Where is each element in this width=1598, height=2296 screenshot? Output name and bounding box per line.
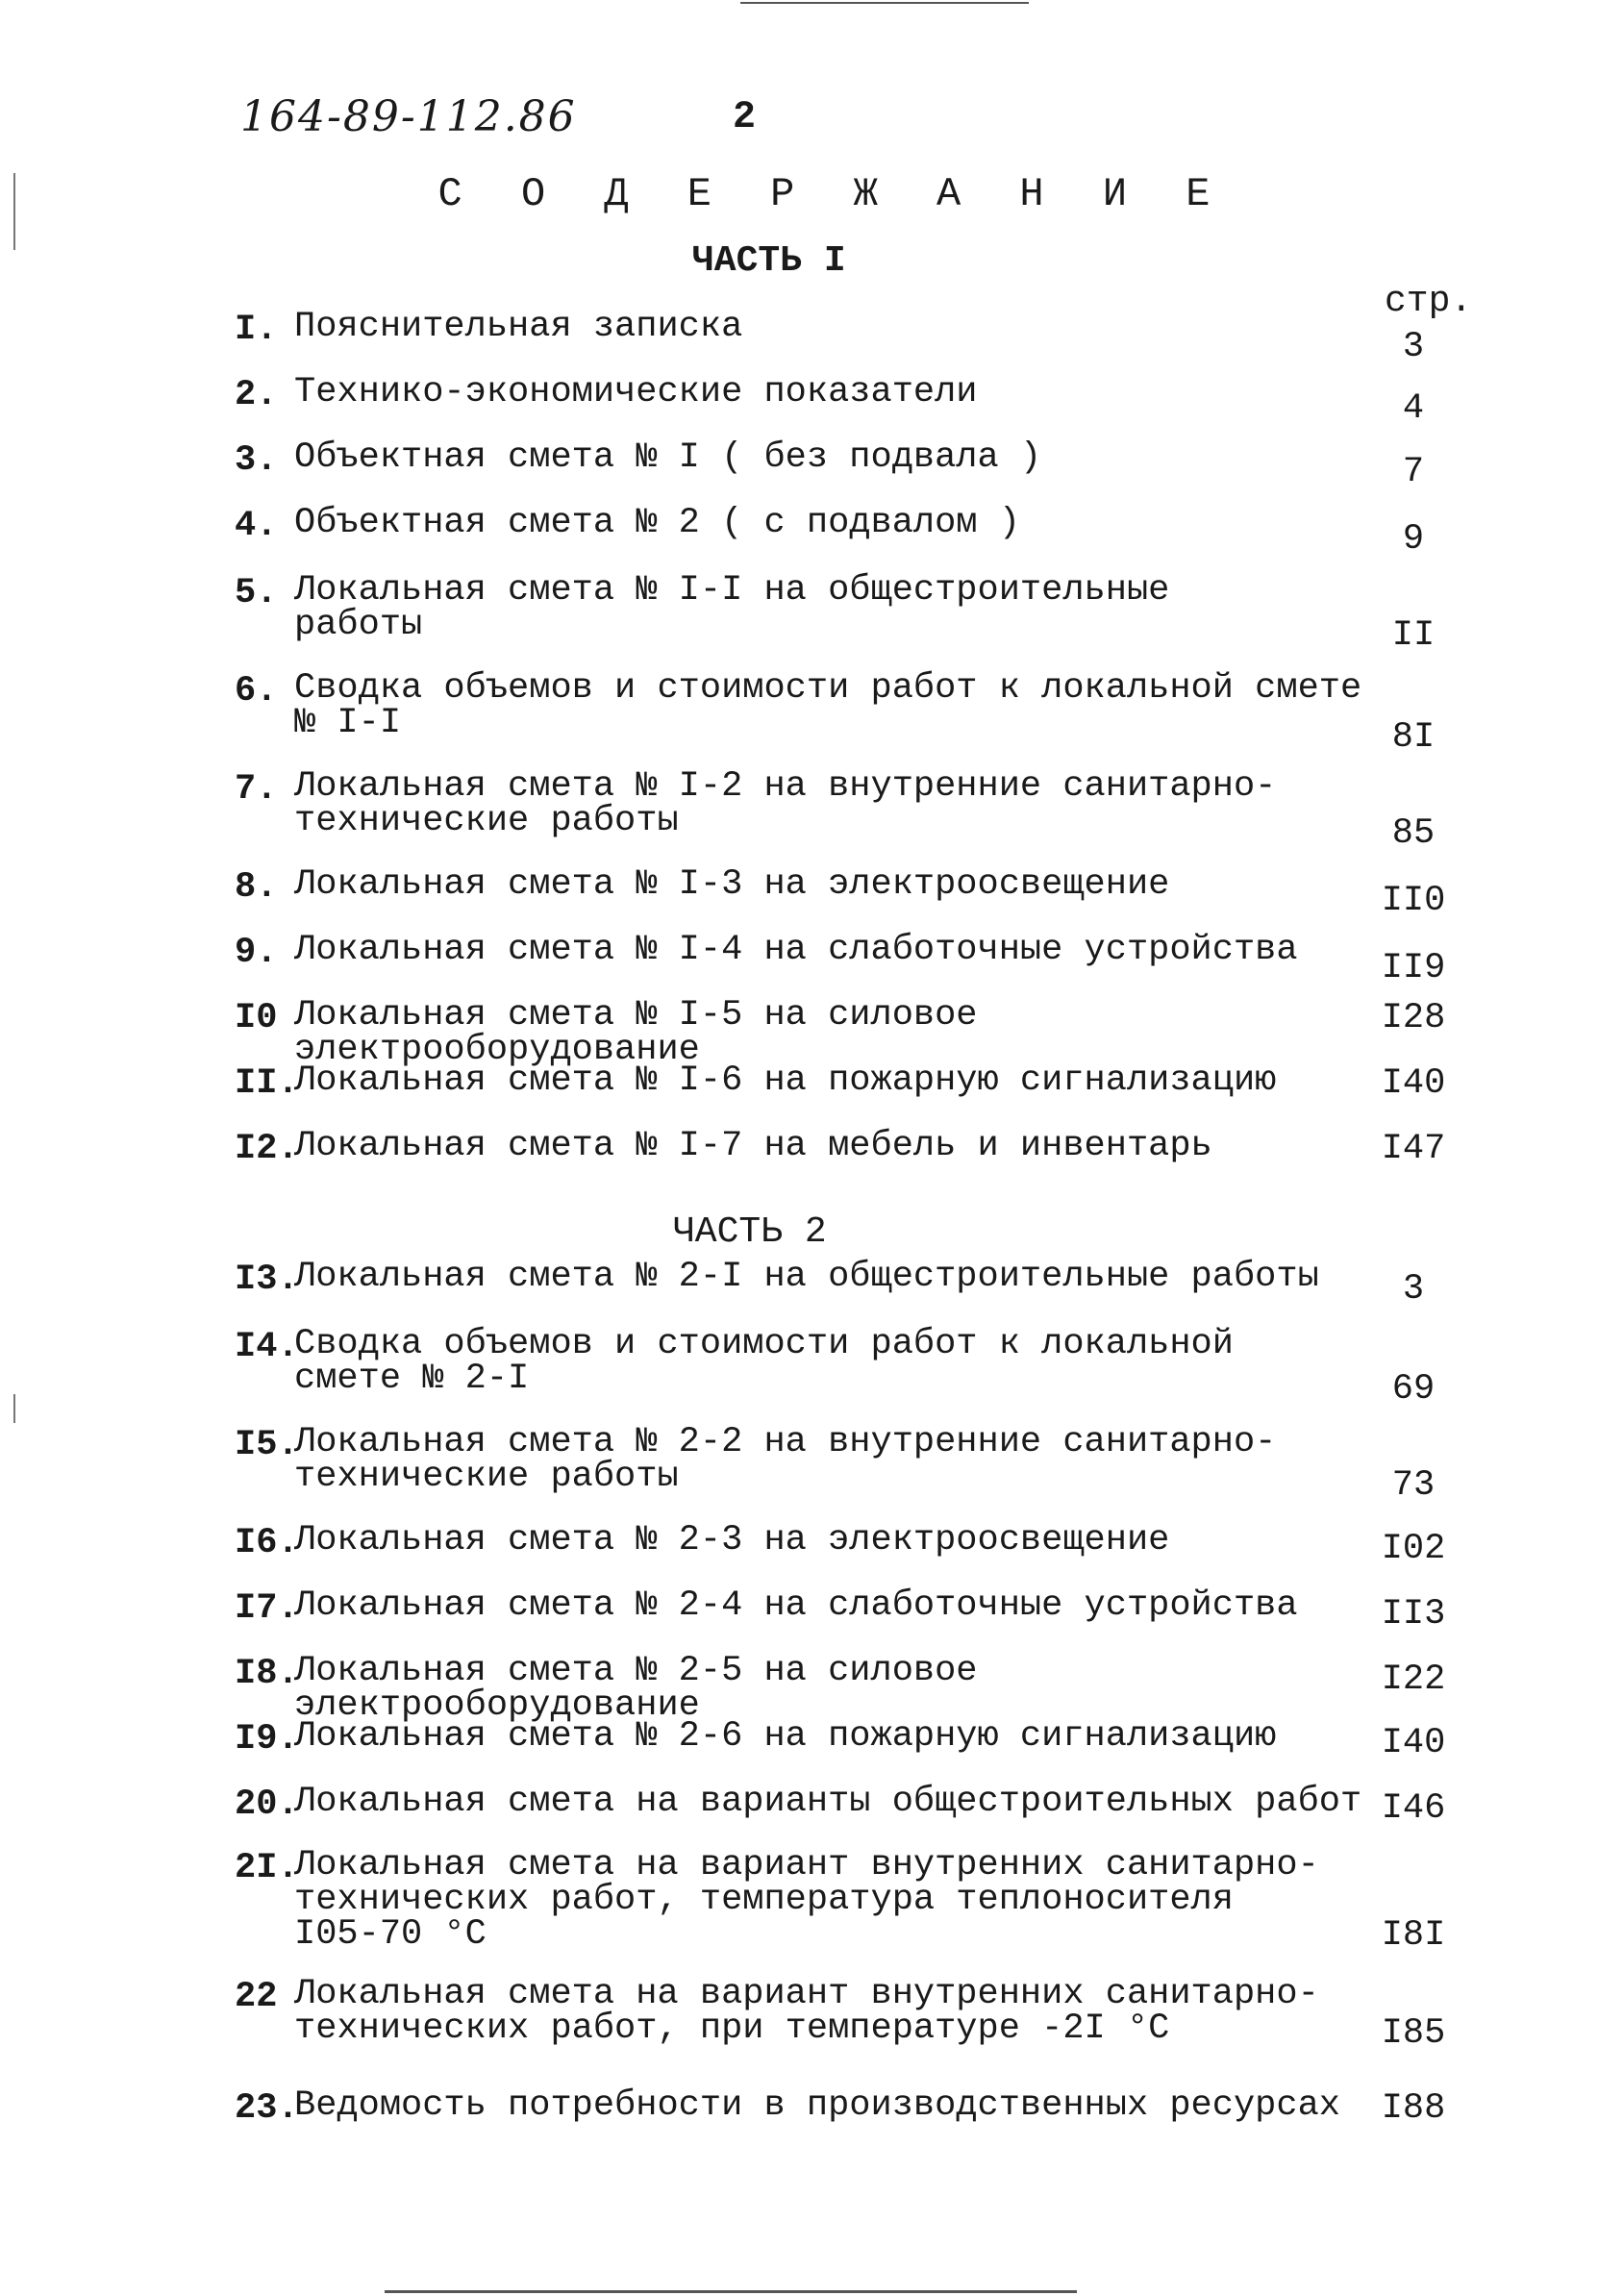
toc-entry-number: I2.: [235, 1129, 299, 1169]
toc-entry-number: I5.: [235, 1425, 299, 1465]
toc-entry-number: I7.: [235, 1588, 299, 1629]
part2-heading: ЧАСТЬ 2: [673, 1211, 827, 1253]
toc-entry-number: 23.: [235, 2088, 299, 2129]
toc-entry-page: I88: [1381, 2088, 1446, 2129]
toc-entry-page: 73: [1391, 1465, 1436, 1506]
toc-entry-title: Локальная смета № I-4 на слаботочные устройства: [294, 930, 1298, 970]
toc-entry-title: Локальная смета № I-I на общестроительные работы: [294, 570, 1170, 645]
toc-entry-title: Локальная смета на вариант внутренних санитарно- технических работ, при температуре -2I °С: [294, 1974, 1319, 2049]
toc-entry-page: I40: [1381, 1063, 1446, 1104]
toc-entry-title: Локальная смета № 2-6 на пожарную сигнализацию: [294, 1716, 1277, 1757]
toc-entry-page: I46: [1381, 1788, 1446, 1829]
toc-entry-page: II9: [1381, 948, 1446, 988]
toc-entry-title: Локальная смета № 2-4 на слаботочные устройства: [294, 1585, 1298, 1626]
toc-entry-title: Локальная смета № 2-2 на внутренние санитарно- технические работы: [294, 1422, 1277, 1497]
toc-entry-page: I02: [1381, 1529, 1446, 1569]
toc-entry-page: I47: [1381, 1129, 1446, 1169]
toc-entry-title: Объектная смета № 2 ( с подвалом ): [294, 503, 1020, 543]
page-number: 2: [733, 96, 757, 139]
bottom-scan-rule: [385, 2290, 1077, 2293]
toc-entry-number: 22: [235, 1977, 278, 2017]
toc-entry-number: 6.: [235, 671, 278, 711]
toc-entry-number: 5.: [235, 573, 278, 613]
toc-entry-number: 2I.: [235, 1848, 299, 1888]
toc-entry-number: 8.: [235, 867, 278, 908]
toc-entry-title: Локальная смета на вариант внутренних санитарно- технических работ, температура теплоносителя I05-70 °С: [294, 1845, 1319, 1955]
toc-entry-number: I3.: [235, 1260, 299, 1300]
document-number: 164-89-112.86: [240, 92, 577, 141]
toc-entry-number: II.: [235, 1063, 299, 1104]
toc-entry-number: I.: [235, 310, 278, 350]
toc-entry-page: I8I: [1381, 1915, 1446, 1956]
toc-entry-title: Локальная смета № 2-5 на силовое электрооборудование: [294, 1651, 978, 1726]
toc-entry-number: I8.: [235, 1654, 299, 1694]
toc-entry-number: I9.: [235, 1719, 299, 1759]
page-title: С О Д Е Р Ж А Н И Е: [437, 171, 1228, 217]
left-scan-mark-2: [13, 1394, 15, 1423]
toc-entry-page: I40: [1381, 1723, 1446, 1763]
top-scan-rule: [740, 2, 1029, 4]
toc-entry-title: Ведомость потребности в производственных ресурсах: [294, 2085, 1340, 2126]
toc-entry-title: Локальная смета № I-2 на внутренние санитарно- технические работы: [294, 766, 1277, 841]
toc-entry-title: Локальная смета № I-6 на пожарную сигнализацию: [294, 1061, 1277, 1101]
toc-entry-title: Сводка объемов и стоимости работ к локальной смете № 2-I: [294, 1324, 1234, 1399]
toc-entry-page: II: [1391, 615, 1436, 656]
toc-entry-title: Локальная смета № 2-3 на электроосвещение: [294, 1520, 1170, 1560]
toc-entry-page: 8I: [1391, 717, 1436, 758]
toc-entry-page: 9: [1402, 519, 1425, 560]
toc-entry-page: I28: [1381, 998, 1446, 1038]
toc-entry-page: 4: [1402, 388, 1425, 429]
toc-entry-title: Локальная смета № I-5 на силовое электрооборудование: [294, 995, 978, 1070]
toc-entry-page: I85: [1381, 2013, 1446, 2054]
part1-heading: ЧАСТЬ I: [692, 240, 846, 282]
toc-entry-page: 3: [1402, 1269, 1425, 1310]
toc-entry-page: 3: [1402, 327, 1425, 367]
toc-entry-number: 7.: [235, 769, 278, 810]
toc-entry-number: 4.: [235, 506, 278, 546]
page-column-label: стр.: [1385, 281, 1473, 322]
toc-entry-number: 3.: [235, 440, 278, 481]
toc-entry-title: Локальная смета № 2-I на общестроительные работы: [294, 1257, 1319, 1297]
toc-entry-page: 69: [1391, 1369, 1436, 1410]
toc-entry-title: Локальная смета на варианты общестроительных работ: [294, 1782, 1362, 1822]
toc-entry-title: Сводка объемов и стоимости работ к локальной смете № I-I: [294, 668, 1362, 743]
toc-entry-number: 20.: [235, 1784, 299, 1825]
toc-entry-number: I0: [235, 998, 278, 1038]
toc-entry-page: 85: [1391, 813, 1436, 854]
toc-entry-number: I6.: [235, 1523, 299, 1563]
toc-entry-title: Пояснительная записка: [294, 307, 743, 347]
toc-entry-page: 7: [1402, 452, 1425, 492]
toc-entry-number: 9.: [235, 933, 278, 973]
toc-entry-number: I4.: [235, 1327, 299, 1367]
toc-entry-page: I22: [1381, 1660, 1446, 1700]
toc-entry-page: II0: [1381, 881, 1446, 921]
toc-entry-number: 2.: [235, 375, 278, 415]
toc-entry-title: Технико-экономические показатели: [294, 372, 978, 412]
toc-entry-title: Локальная смета № I-7 на мебель и инвентарь: [294, 1126, 1212, 1166]
toc-entry-page: II3: [1381, 1594, 1446, 1635]
toc-entry-title: Объектная смета № I ( без подвала ): [294, 437, 1042, 478]
toc-entry-title: Локальная смета № I-3 на электроосвещение: [294, 864, 1170, 905]
